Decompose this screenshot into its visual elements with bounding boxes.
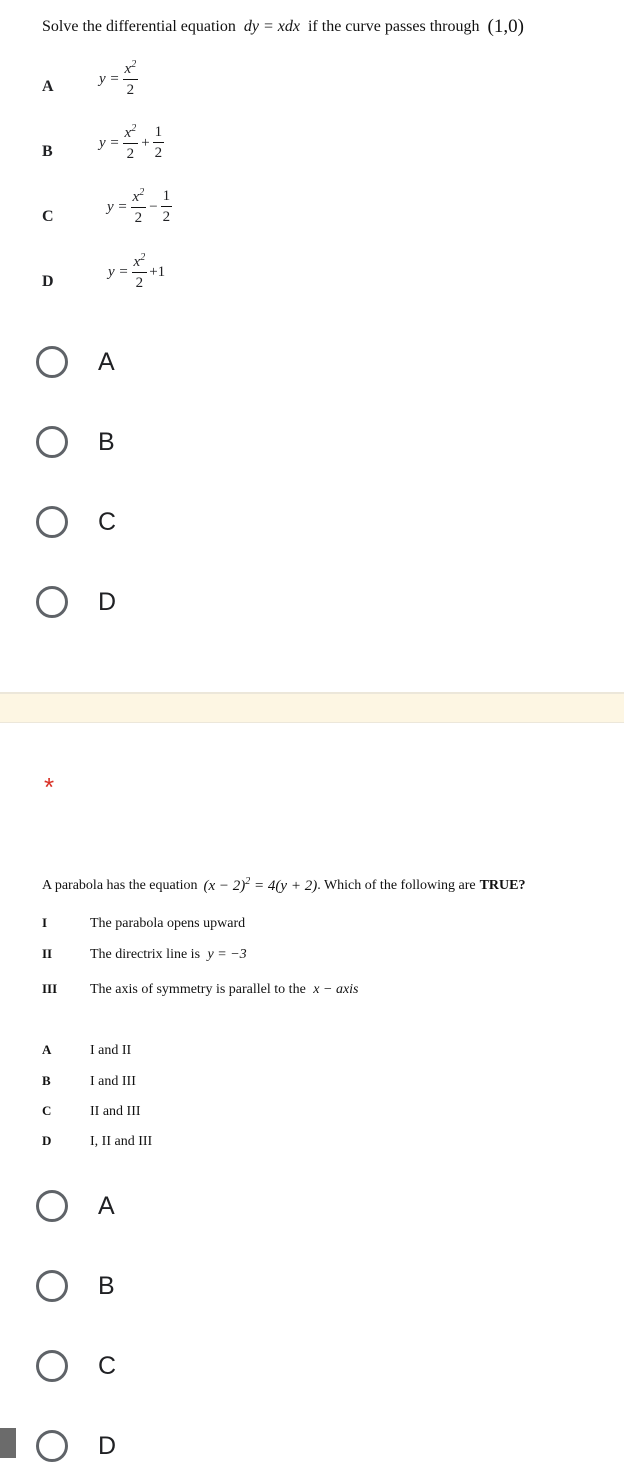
choice-label: A: [98, 1191, 115, 1220]
q1-option-fraction: $\frac{x^2}{2}$: [124, 59, 137, 98]
radio-button[interactable]: [36, 1430, 68, 1462]
q1-choice-a[interactable]: [36, 342, 115, 382]
radio-button[interactable]: [36, 1190, 68, 1222]
question1-equation: dy = xdx: [243, 18, 300, 35]
radio-button[interactable]: [36, 506, 68, 538]
choice-label: B: [98, 427, 115, 456]
question1-prompt: [42, 16, 524, 38]
question2-prompt: A parabola has the equation $(x - 2)^2 = 4(y + 2)$ . Which of the following are TRUE?: [42, 876, 526, 894]
q1-option-equation-d: y = $\frac{x^2}{2}$ +1: [108, 252, 166, 291]
choice-label: B: [98, 1271, 115, 1300]
q1-option-letter-c: C: [42, 208, 54, 225]
scroll-indicator: [0, 1428, 16, 1458]
choice-label: D: [98, 1431, 117, 1460]
choice-label: C: [98, 507, 117, 536]
radio-button[interactable]: [36, 1270, 68, 1302]
choice-label: A: [98, 347, 115, 376]
q2-option-d: D I, II and III: [42, 1133, 153, 1149]
question1-prompt-prefix: Solve the differential equation: [42, 18, 236, 35]
choice-label: D: [98, 587, 117, 616]
q1-option-equation-a: [99, 60, 138, 98]
q1-choice-d[interactable]: [36, 582, 116, 622]
q2-choice-c[interactable]: [36, 1346, 116, 1386]
radio-button[interactable]: [36, 586, 68, 618]
question1-prompt-suffix: if the curve passes through: [307, 18, 480, 35]
radio-button[interactable]: [36, 426, 68, 458]
section-divider: [0, 692, 624, 723]
choice-label: C: [98, 1351, 117, 1380]
q1-option-equation-c: y = $\frac{x^2}{2}$ − $\frac{1}{2}$: [107, 187, 171, 226]
statement-iii: III The axis of symmetry is parallel to the x − axis: [42, 981, 359, 997]
q1-option-letter-a: A: [42, 78, 54, 95]
radio-button[interactable]: [36, 1350, 68, 1382]
q2-option-b: B I and III: [42, 1073, 136, 1089]
q2-option-c: C II and III: [42, 1103, 141, 1119]
q2-option-a: A I and II: [42, 1042, 132, 1058]
required-star: *: [44, 772, 55, 802]
q1-option-lhs: y =: [99, 70, 120, 87]
q2-choice-b[interactable]: [36, 1266, 115, 1306]
q1-choice-c[interactable]: [36, 502, 116, 542]
q1-option-equation-b: y = $\frac{x^2}{2}$ + $\frac{1}{2}$: [99, 123, 163, 162]
question1-point: (1,0): [487, 16, 524, 37]
statement-ii: II The directrix line is y = −3: [42, 946, 247, 962]
q2-choice-d[interactable]: [36, 1426, 116, 1466]
statement-i: I The parabola opens upward: [42, 915, 246, 931]
q1-option-letter-b: B: [42, 143, 53, 160]
q1-option-letter-d: D: [42, 273, 54, 290]
q2-choice-a[interactable]: [36, 1186, 115, 1226]
q1-choice-b[interactable]: [36, 422, 115, 462]
radio-button[interactable]: [36, 346, 68, 378]
